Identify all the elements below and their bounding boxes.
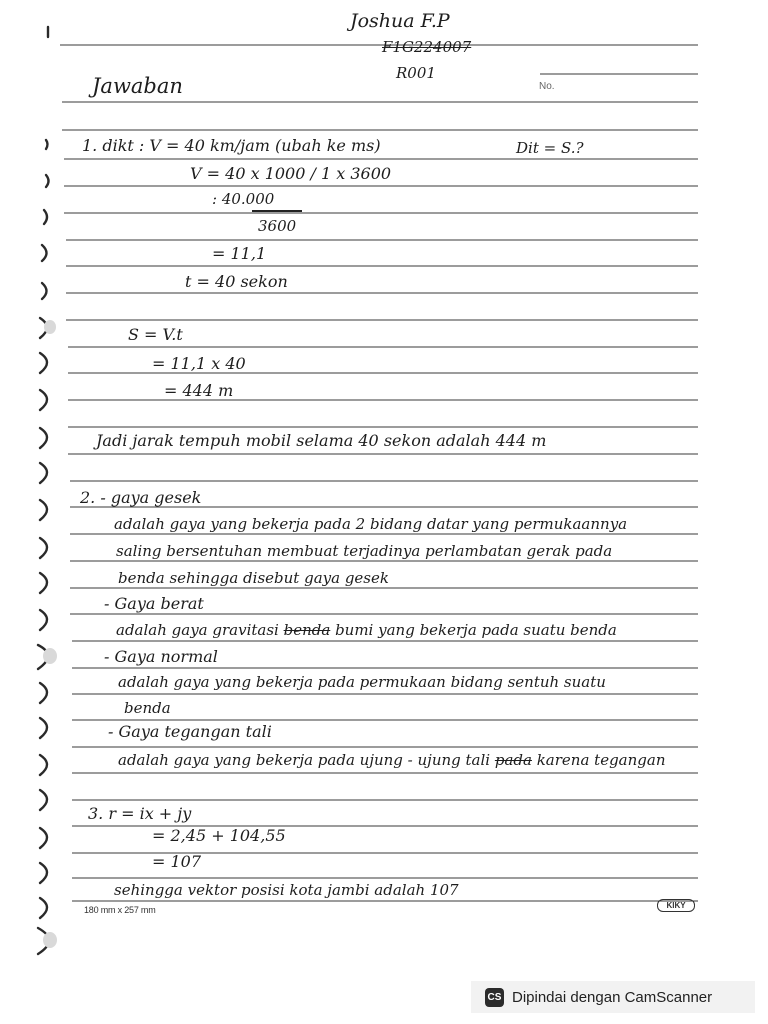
q2-weight-def-post: bumi yang bekerja pada suatu benda	[330, 621, 617, 639]
q1-step-2-numerator: : 40.000	[212, 190, 275, 208]
q2-tension-def	[118, 750, 666, 770]
q1-asked: Dit = S.?	[516, 139, 584, 157]
paper-size-print: 180 mm x 257 mm	[84, 905, 156, 915]
q2-weight-heading: - Gaya berat	[104, 594, 204, 613]
q1-result: = 444 m	[164, 381, 234, 400]
q2-normal-heading: - Gaya normal	[104, 647, 218, 666]
student-id: F1G224007	[382, 38, 472, 56]
q1-formula: S = V.t	[128, 325, 183, 344]
q2-normal-def-2: benda	[124, 699, 171, 717]
q1-step-1: V = 40 x 1000 / 1 x 3600	[190, 164, 392, 183]
q2-friction-def-3: benda sehingga disebut gaya gesek	[118, 569, 389, 587]
q2-weight-def-struck: benda	[283, 621, 331, 639]
q2-tension-def-post: karena tegangan	[531, 751, 666, 769]
q2-friction-def-2: saling bersentuhan membuat terjadinya perlambatan gerak pada	[116, 542, 613, 560]
q2-weight-def-pre: adalah gaya gravitasi	[116, 621, 284, 639]
q1-step-2-denominator: 3600	[258, 217, 297, 235]
q3-vector: 3. r = ix + jy	[88, 804, 192, 823]
q2-friction-heading: 2. - gaya gesek	[80, 488, 202, 507]
q2-tension-heading: - Gaya tegangan tali	[108, 722, 272, 741]
q1-time: t = 40 sekon	[185, 272, 288, 291]
page-number-label: No.	[539, 81, 555, 92]
q2-tension-def-pre: adalah gaya yang bekerja pada ujung - ujung tali	[118, 751, 495, 769]
camscanner-watermark	[471, 981, 755, 1013]
page-heading: Jawaban	[92, 74, 183, 98]
q1-given: 1. dikt : V = 40 km/jam (ubah ke ms)	[82, 136, 381, 155]
camscanner-icon: CS	[485, 988, 504, 1007]
q2-friction-def-1: adalah gaya yang bekerja pada 2 bidang datar yang permukaannya	[114, 515, 628, 533]
student-name: Joshua F.P	[350, 10, 450, 32]
q2-tension-def-struck: pada	[494, 751, 532, 769]
q3-result: = 107	[152, 852, 202, 871]
notebook-brand-logo: KIKY	[657, 899, 695, 912]
fraction-bar	[252, 210, 302, 212]
q3-substitution: = 2,45 + 104,55	[152, 826, 286, 845]
q1-step-3: = 11,1	[212, 244, 267, 263]
camscanner-label: Dipindai dengan CamScanner	[512, 988, 713, 1006]
q1-conclusion: Jadi jarak tempuh mobil selama 40 sekon adalah 444 m	[96, 431, 547, 450]
q2-normal-def-1: adalah gaya yang bekerja pada permukaan bidang sentuh suatu	[118, 673, 606, 691]
class-code: R001	[396, 64, 436, 82]
q3-conclusion: sehingga vektor posisi kota jambi adalah 107	[114, 881, 459, 899]
q1-substitution: = 11,1 x 40	[152, 354, 246, 373]
q2-weight-def	[116, 620, 617, 640]
